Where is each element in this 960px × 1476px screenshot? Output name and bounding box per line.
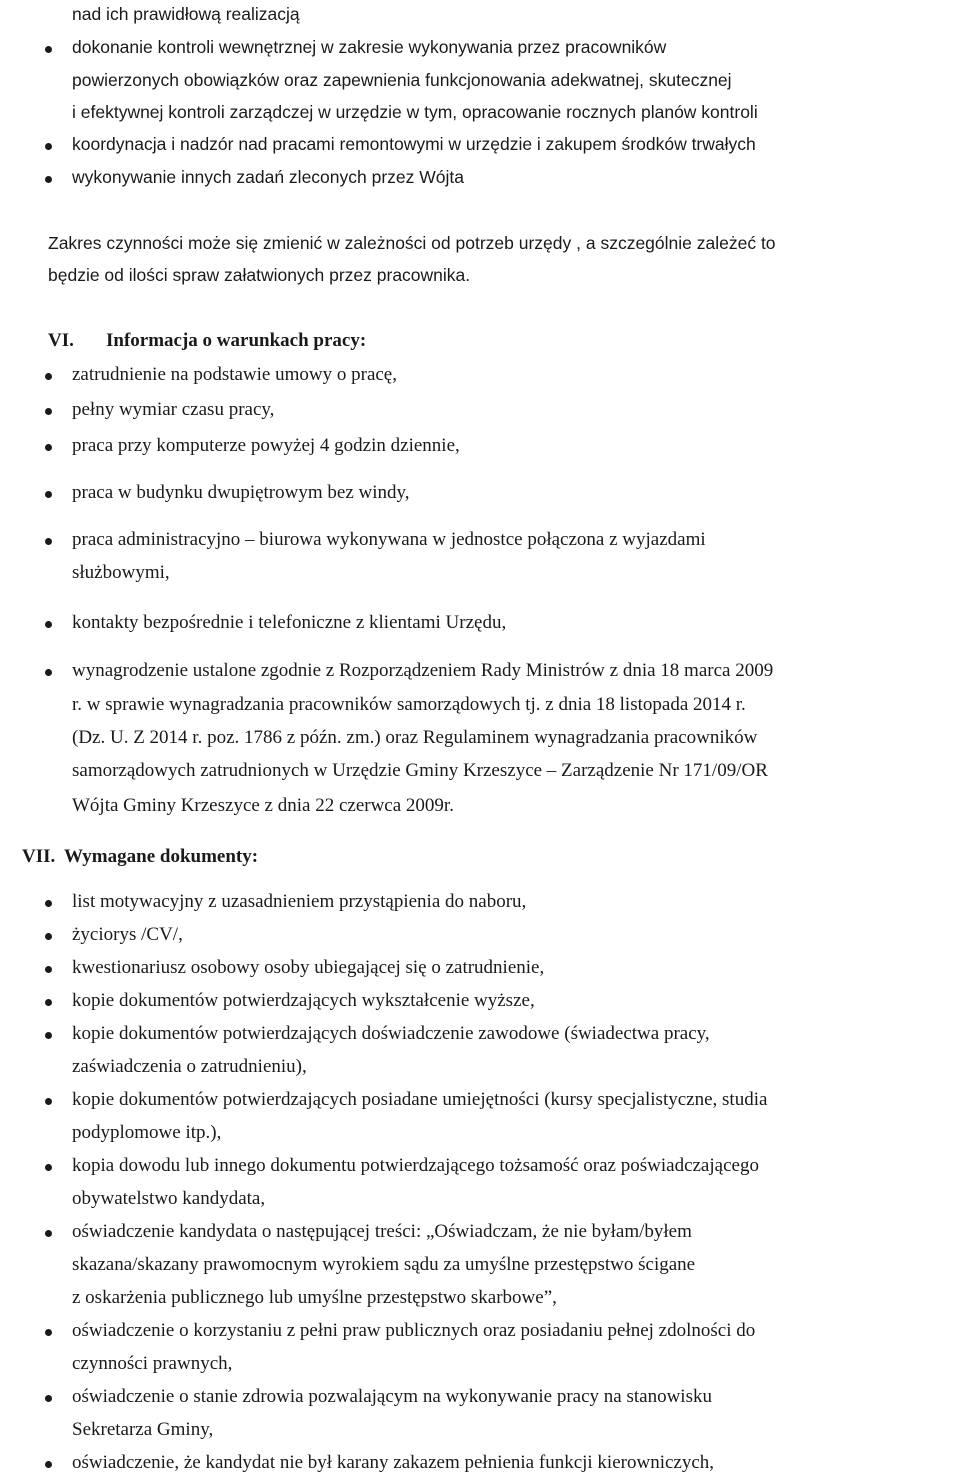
document-item: oświadczenie, że kandydat nie był karany zakazem pełnienia funkcji kierowniczych, <box>72 1452 715 1473</box>
scope-note-line: Zakres czynności może się zmienić w zależności od potrzeb urzędy , a szczególnie zależeć to <box>48 233 776 253</box>
bullet-icon <box>45 1032 52 1039</box>
document-item: kopia dowodu lub innego dokumentu potwierdzającego tożsamość oraz poświadczającego <box>72 1155 759 1176</box>
condition-item: zatrudnienie na podstawie umowy o pracę, <box>72 364 397 385</box>
scope-note-line: będzie od ilości spraw załatwionych przez pracownika. <box>48 265 471 285</box>
bullet-icon <box>45 999 52 1006</box>
document-item: kopie dokumentów potwierdzających posiadane umiejętności (kursy specjalistyczne, studia <box>72 1089 768 1110</box>
condition-item-cont: Wójta Gminy Krzeszyce z dnia 22 czerwca 2009r. <box>72 795 454 816</box>
bullet-icon <box>45 46 52 53</box>
document-item: życiorys /CV/, <box>72 924 183 945</box>
document-item: oświadczenie kandydata o następującej treści: „Oświadczam, że nie byłam/byłem <box>72 1221 692 1242</box>
condition-item: kontakty bezpośrednie i telefoniczne z klientami Urzędu, <box>72 612 507 633</box>
document-item: kopie dokumentów potwierdzających doświadczenie zawodowe (świadectwa pracy, <box>72 1023 710 1044</box>
document-item-cont: zaświadczenia o zatrudnieniu), <box>72 1056 307 1077</box>
condition-item-cont: (Dz. U. Z 2014 r. poz. 1786 z późn. zm.) oraz Regulaminem wynagradzania pracowników <box>72 727 758 748</box>
section-title: Wymagane dokumenty: <box>64 846 259 867</box>
condition-item-cont: r. w sprawie wynagradzania pracowników samorządowych tj. z dnia 18 listopada 2014 r. <box>72 694 746 715</box>
bullet-icon <box>45 1329 52 1336</box>
bullet-icon <box>45 621 52 628</box>
document-item: list motywacyjny z uzasadnieniem przystąpienia do naboru, <box>72 891 527 912</box>
bullet-icon <box>45 933 52 940</box>
bullet-icon <box>45 1098 52 1105</box>
condition-item-cont: służbowymi, <box>72 562 170 583</box>
bullet-icon <box>45 408 52 415</box>
intro-line: wykonywanie innych zadań zleconych przez Wójta <box>72 167 464 187</box>
bullet-icon <box>45 143 52 150</box>
bullet-icon <box>45 900 52 907</box>
document-item-cont: Sekretarza Gminy, <box>72 1419 214 1440</box>
bullet-icon <box>45 176 52 183</box>
condition-item: pełny wymiar czasu pracy, <box>72 399 275 420</box>
condition-item: praca administracyjno – biurowa wykonywana w jednostce połączona z wyjazdami <box>72 529 706 550</box>
bullet-icon <box>45 491 52 498</box>
section-number: VI. <box>48 330 74 351</box>
bullet-icon <box>45 669 52 676</box>
section-number: VII. <box>22 846 56 867</box>
bullet-icon <box>45 444 52 451</box>
section-title: Informacja o warunkach pracy: <box>106 330 367 351</box>
bullet-icon <box>45 373 52 380</box>
bullet-icon <box>45 1461 52 1468</box>
condition-item: praca w budynku dwupiętrowym bez windy, <box>72 482 410 503</box>
bullet-icon <box>45 1230 52 1237</box>
intro-line: i efektywnej kontroli zarządczej w urzędzie w tym, opracowanie rocznych planów kontroli <box>72 102 758 122</box>
bullet-icon <box>45 538 52 545</box>
bullet-icon <box>45 1395 52 1402</box>
document-item: kwestionariusz osobowy osoby ubiegającej się o zatrudnienie, <box>72 957 545 978</box>
document-item: oświadczenie o stanie zdrowia pozwalającym na wykonywanie pracy na stanowisku <box>72 1386 712 1407</box>
intro-line: koordynacja i nadzór nad pracami remontowymi w urzędzie i zakupem środków trwałych <box>72 134 756 154</box>
document-item-cont: skazana/skazany prawomocnym wyrokiem sądu za umyślne przestępstwo ścigane <box>72 1254 696 1275</box>
document-item: oświadczenie o korzystaniu z pełni praw publicznych oraz posiadaniu pełnej zdolności do <box>72 1320 756 1341</box>
condition-item-cont: samorządowych zatrudnionych w Urzędzie Gminy Krzeszyce – Zarządzenie Nr 171/09/OR <box>72 760 768 781</box>
condition-item: wynagrodzenie ustalone zgodnie z Rozporządzeniem Rady Ministrów z dnia 18 marca 2009 <box>72 660 774 681</box>
intro-line: dokonanie kontroli wewnętrznej w zakresie wykonywania przez pracowników <box>72 37 667 57</box>
intro-line: nad ich prawidłową realizacją <box>72 4 300 24</box>
document-item-cont: czynności prawnych, <box>72 1353 233 1374</box>
document-item-cont: z oskarżenia publicznego lub umyślne przestępstwo skarbowe”, <box>72 1287 557 1308</box>
document-item-cont: obywatelstwo kandydata, <box>72 1188 266 1209</box>
bullet-icon <box>45 966 52 973</box>
document-item: kopie dokumentów potwierdzających wykształcenie wyższe, <box>72 990 535 1011</box>
intro-line: powierzonych obowiązków oraz zapewnienia funkcjonowania adekwatnej, skutecznej <box>72 70 732 90</box>
document-item-cont: podyplomowe itp.), <box>72 1122 222 1143</box>
condition-item: praca przy komputerze powyżej 4 godzin dziennie, <box>72 435 460 456</box>
bullet-icon <box>45 1164 52 1171</box>
